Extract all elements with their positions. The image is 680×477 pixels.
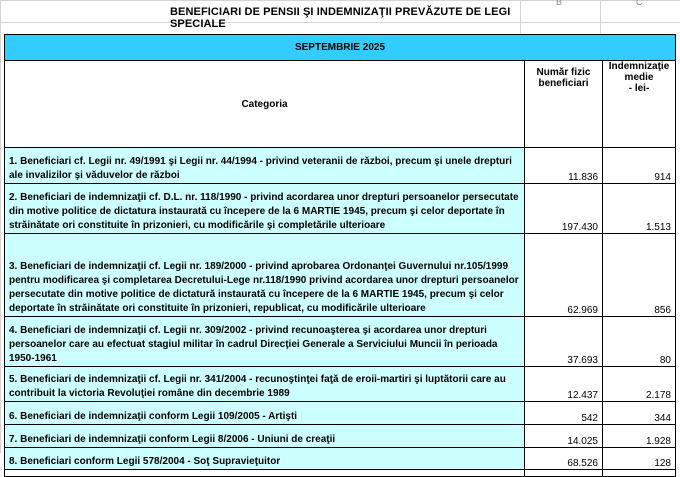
category-cell[interactable]: 7. Beneficiari de indemnizaţii conform Legii 8/2006 - Uniuni de creaţii: [5, 425, 525, 448]
count-cell[interactable]: 12.437: [525, 367, 603, 402]
count-cell[interactable]: 37.693: [525, 317, 603, 367]
category-cell[interactable]: 3. Beneficiari de indemnizaţii cf. Legii nr. 189/2000 - privind aprobarea Ordonanţei Guvernului nr.105/1999 pentru modificarea şi completarea Decretului-Lege nr.118/1990 privind acordarea unor drepturi persoanelor persecutate din motive politice de dictatură instaurată cu începere de la 6 MARTIE 1945, precum şi celor deportate în străinătate ori constituite în prizonieri, republicat, cu modificările ulterioare: [5, 234, 525, 317]
allowance-cell[interactable]: 1.928: [603, 425, 676, 448]
table-row: [5, 148, 676, 184]
allowance-header-line2: medie: [624, 72, 654, 83]
table-row: [5, 317, 676, 367]
category-cell[interactable]: 4. Beneficiari de indemnizaţii cf. Legii nr. 309/2002 - privind recunoaşterea şi acordarea unor drepturi persoanelor care au efectuat stagiul militar în cadrul Direcţiei Generale a Serviciului Muncii în perioada 1950-1961: [5, 317, 525, 367]
empty-cell[interactable]: [525, 470, 603, 477]
allowance-header-line3: - lei-: [628, 83, 650, 94]
table-row: [5, 367, 676, 402]
allowance-header-cell[interactable]: [603, 61, 676, 148]
allowance-cell[interactable]: 856: [603, 234, 676, 317]
allowance-cell[interactable]: 914: [603, 148, 676, 184]
allowance-cell[interactable]: 344: [603, 402, 676, 425]
table-row: [5, 402, 676, 425]
empty-cell[interactable]: [603, 470, 676, 477]
column-header-c[interactable]: C: [636, 0, 643, 7]
table-row: [5, 425, 676, 448]
category-cell[interactable]: 5. Beneficiari de indemnizaţii cf. Legii nr. 341/2004 - recunoştinţei faţă de eroii-martiri şi luptătorii care au contribuit la victoria Revoluţiei române din decembrie 1989: [5, 367, 525, 402]
count-header-cell[interactable]: [525, 61, 603, 148]
count-header-label: Număr fizic beneficiari: [536, 67, 591, 89]
count-cell[interactable]: 542: [525, 402, 603, 425]
sheet-title[interactable]: BENEFICIARI DE PENSII ŞI INDEMNIZAŢII PREVĂZUTE DE LEGI SPECIALE: [170, 6, 511, 30]
column-gridline: [600, 0, 601, 34]
allowance-cell[interactable]: 128: [603, 448, 676, 470]
category-cell[interactable]: 8. Beneficiari conform Legii 578/2004 - Soţ Supravieţuitor: [5, 448, 525, 470]
count-cell[interactable]: 14.025: [525, 425, 603, 448]
month-header-cell[interactable]: SEPTEMBRIE 2025: [5, 35, 676, 61]
allowance-header-line1: Indemnizaţie: [608, 61, 670, 72]
table-row: [5, 184, 676, 234]
column-header-b[interactable]: B: [556, 0, 563, 7]
column-gridline: [520, 0, 521, 34]
category-header-cell[interactable]: Categoria: [5, 61, 525, 148]
count-cell[interactable]: 11.836: [525, 148, 603, 184]
allowance-cell[interactable]: 1.513: [603, 184, 676, 234]
table-row: [5, 448, 676, 470]
empty-cell[interactable]: [5, 470, 525, 477]
category-cell[interactable]: 2. Beneficiari de indemnizaţii cf. D.L. nr. 118/1990 - privind acordarea unor drepturi persoanelor persecutate din motive politice de dictatura instaurată cu începere de la 6 MARTIE 1945, precum şi celor deportate în străinătate ori constituite în prizonieri, cu modificările şi completările ulterioare: [5, 184, 525, 234]
count-cell[interactable]: 62.969: [525, 234, 603, 317]
allowance-cell[interactable]: 80: [603, 317, 676, 367]
table-row: [5, 470, 676, 477]
count-cell[interactable]: 197.430: [525, 184, 603, 234]
category-cell[interactable]: 6. Beneficiari de indemnizaţii conform Legii 109/2005 - Artişti: [5, 402, 525, 425]
allowance-cell[interactable]: 2.178: [603, 367, 676, 402]
count-cell[interactable]: 68.526: [525, 448, 603, 470]
category-cell[interactable]: 1. Beneficiari cf. Legii nr. 49/1991 şi Legii nr. 44/1994 - privind veteranii de război, precum şi unele drepturi ale invalizilor şi văduvelor de război: [5, 148, 525, 184]
table-row: [5, 234, 676, 317]
report-table: [4, 34, 676, 477]
